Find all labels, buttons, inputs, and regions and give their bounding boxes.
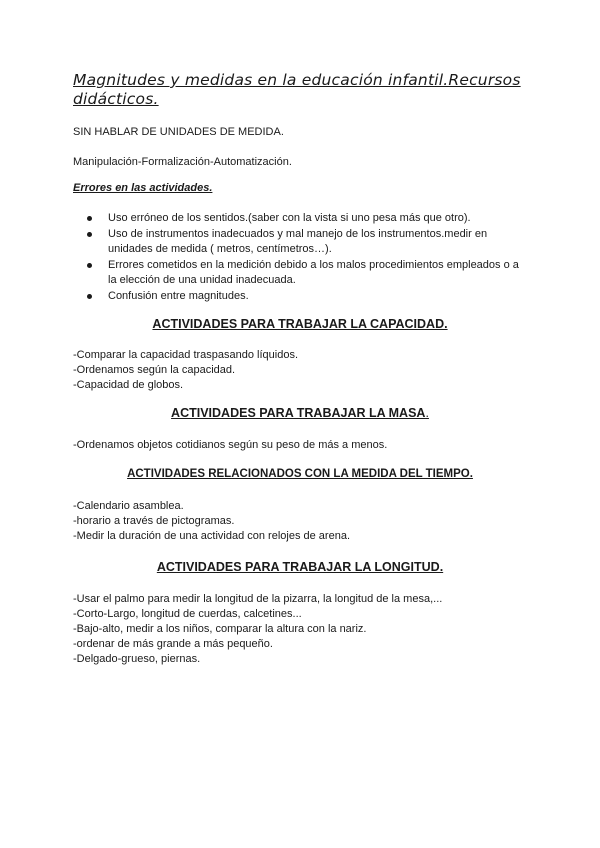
capacidad-item: -Ordenamos según la capacidad. (73, 364, 236, 376)
longitud-item: -ordenar de más grande a más pequeño. (73, 638, 273, 650)
bullet-icon (87, 216, 92, 221)
bullet-icon (87, 294, 92, 299)
intro-line-process: Manipulación-Formalización-Automatización. (73, 156, 292, 168)
list-item: Confusión entre magnitudes. (85, 289, 525, 305)
masa-heading: ACTIVIDADES PARA TRABAJAR LA MASA. (171, 406, 429, 420)
list-item: Uso de instrumentos inadecuados y mal manejo de los instrumentos.medir en unidades de medida ( metros, centímetros…). (85, 227, 525, 258)
longitud-item: -Corto-Largo, longitud de cuerdas, calcetines... (73, 608, 302, 620)
bullet-icon (87, 263, 92, 268)
longitud-heading: ACTIVIDADES PARA TRABAJAR LA LONGITUD. (156, 560, 444, 574)
tiempo-item: -horario a través de pictogramas. (73, 515, 235, 527)
tiempo-heading: ACTIVIDADES RELACIONADOS CON LA MEDIDA DEL TIEMPO. (127, 468, 473, 480)
longitud-item: -Bajo-alto, medir a los niños, comparar la altura con la nariz. (73, 623, 367, 635)
document-title: Magnitudes y medidas en la educación infantil.Recursos didácticos. (73, 71, 521, 108)
intro-line-units: SIN HABLAR DE UNIDADES DE MEDIDA. (73, 126, 284, 138)
longitud-item: -Usar el palmo para medir la longitud de la pizarra, la longitud de la mesa,... (73, 593, 443, 605)
bullet-icon (87, 232, 92, 237)
capacidad-heading: ACTIVIDADES PARA TRABAJAR LA CAPACIDAD. (152, 317, 448, 331)
errors-heading: Errores en las actividades. (73, 182, 213, 194)
tiempo-item: -Calendario asamblea. (73, 500, 184, 512)
errors-list (85, 211, 525, 304)
masa-item: -Ordenamos objetos cotidianos según su peso de más a menos. (73, 439, 388, 451)
list-item: Uso erróneo de los sentidos.(saber con la vista si uno pesa más que otro). (85, 211, 525, 227)
capacidad-item: -Capacidad de globos. (73, 379, 184, 391)
tiempo-item: -Medir la duración de una actividad con relojes de arena. (73, 530, 350, 542)
longitud-item: -Delgado-grueso, piernas. (73, 653, 201, 665)
list-item: Errores cometidos en la medición debido a los malos procedimientos empleados o a la elección de una unidad inadecuada. (85, 258, 525, 289)
capacidad-item: -Comparar la capacidad traspasando líquidos. (73, 349, 299, 361)
